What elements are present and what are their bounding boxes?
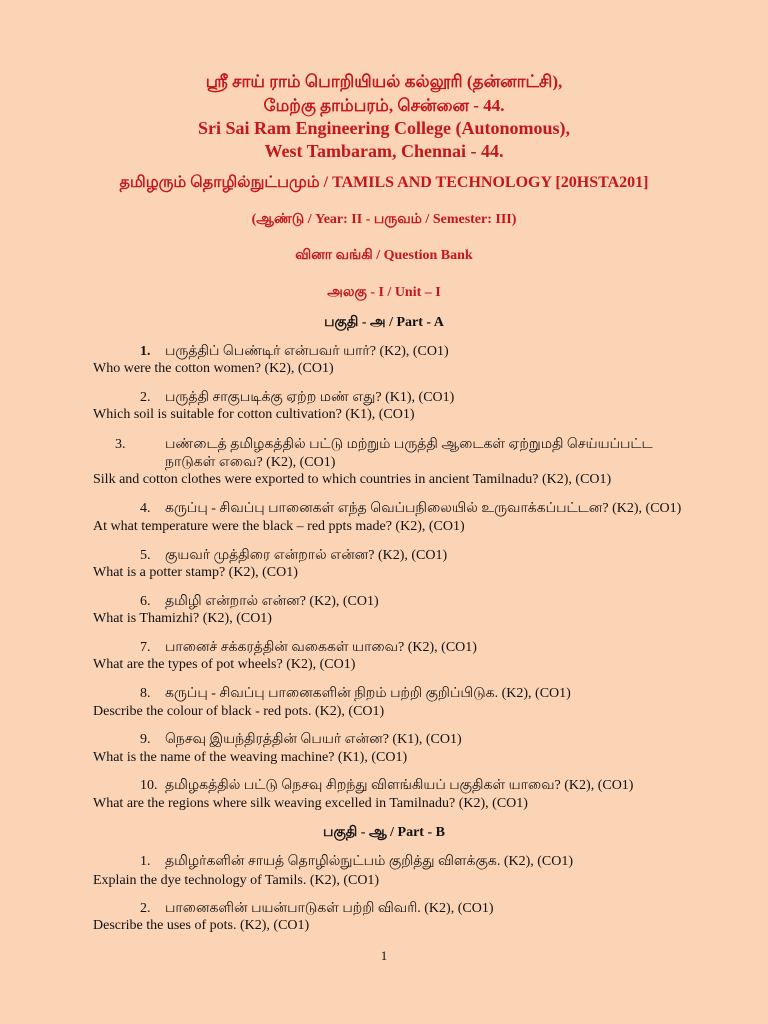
- question-english: What are the regions where silk weaving excelled in Tamilnadu? (K2), (CO1): [93, 796, 528, 811]
- question-english: What is the name of the weaving machine? (K1), (CO1): [93, 750, 408, 765]
- course-title: தமிழரும் தொழில்நுட்பமும் / TAMILS AND TECHNOLOGY [20HSTA201]: [119, 174, 649, 191]
- college-name-english-line1: Sri Sai Ram Engineering College (Autonomous),: [197, 118, 570, 138]
- year-semester: (ஆண்டு / Year: II - பருவம் / Semester: III): [251, 212, 517, 227]
- question-tamil: 1. பருத்திப் பெண்டிர் என்பவர் யார்? (K2), (CO1): [140, 344, 449, 359]
- page-number: 1: [380, 948, 388, 963]
- question-english: Silk and cotton clothes were exported to which countries in ancient Tamilnadu? (K2), (CO1): [93, 472, 612, 487]
- question-english: Which soil is suitable for cotton cultivation? (K1), (CO1): [93, 407, 415, 422]
- question-english: Explain the dye technology of Tamils. (K2), (CO1): [93, 873, 380, 888]
- question-english: Who were the cotton women? (K2), (CO1): [93, 361, 334, 376]
- college-name-tamil-line1: ஸ்ரீ சாய் ராம் பொறியியல் கல்லூரி (தன்னாட்சி),: [205, 72, 563, 91]
- document-type: வினா வங்கி / Question Bank: [295, 248, 473, 263]
- question-tamil: 7. பானைச் சக்கரத்தின் வகைகள் யாவை? (K2), (CO1): [140, 640, 477, 655]
- college-name-tamil-line2: மேற்கு தாம்பரம், சென்னை - 44.: [263, 96, 505, 115]
- unit-heading: அலகு - I / Unit – I: [327, 285, 441, 300]
- question-tamil: 10. தமிழகத்தில் பட்டு நெசவு சிறந்து விளங்கியப் பகுதிகள் யாவை? (K2), (CO1): [140, 778, 634, 793]
- question-english: Describe the colour of black - red pots. (K2), (CO1): [93, 704, 385, 719]
- part-b-heading: பகுதி - ஆ / Part - B: [323, 825, 445, 840]
- question-tamil: 2. பருத்தி சாகுபடிக்கு ஏற்ற மண் எது? (K1), (CO1): [140, 390, 455, 405]
- question-tamil: 9. நெசவு இயந்திரத்தின் பெயர் என்ன? (K1), (CO1): [140, 732, 462, 747]
- question-tamil: 6. தமிழி என்றால் என்ன? (K2), (CO1): [140, 594, 379, 609]
- question-tamil: 1. தமிழர்களின் சாயத் தொழில்நுட்பம் குறித்து விளக்குக. (K2), (CO1): [140, 854, 574, 869]
- part-a-heading: பகுதி - அ / Part - A: [324, 315, 444, 330]
- question-tamil: 5. குயவர் முத்திரை என்றால் என்ன? (K2), (CO1): [140, 548, 448, 563]
- question-english: What are the types of pot wheels? (K2), (CO1): [93, 657, 356, 672]
- question-english: What is a potter stamp? (K2), (CO1): [93, 565, 298, 580]
- question-tamil: 4. கருப்பு - சிவப்பு பானைகள் எந்த வெப்பநிலையில் உருவாக்கப்பட்டன? (K2), (CO1): [140, 501, 682, 516]
- question-english: Describe the uses of pots. (K2), (CO1): [93, 918, 310, 933]
- question-tamil: 3. பண்டைத் தமிழகத்தில் பட்டு மற்றும் பருத்தி ஆடைகள் ஏற்றுமதி செய்யப்பட்ட நாடுகள் எவை? (K2), (CO1): [115, 437, 653, 470]
- college-name-english-line2: West Tambaram, Chennai - 44.: [264, 141, 504, 161]
- question-english: At what temperature were the black – red ppts made? (K2), (CO1): [93, 519, 465, 534]
- question-tamil: 8. கருப்பு - சிவப்பு பானைகளின் நிறம் பற்றி குறிப்பிடுக. (K2), (CO1): [140, 686, 571, 701]
- question-english: What is Thamizhi? (K2), (CO1): [93, 611, 272, 626]
- question-tamil: 2. பானைகளின் பயன்பாடுகள் பற்றி விவரி. (K2), (CO1): [140, 901, 494, 916]
